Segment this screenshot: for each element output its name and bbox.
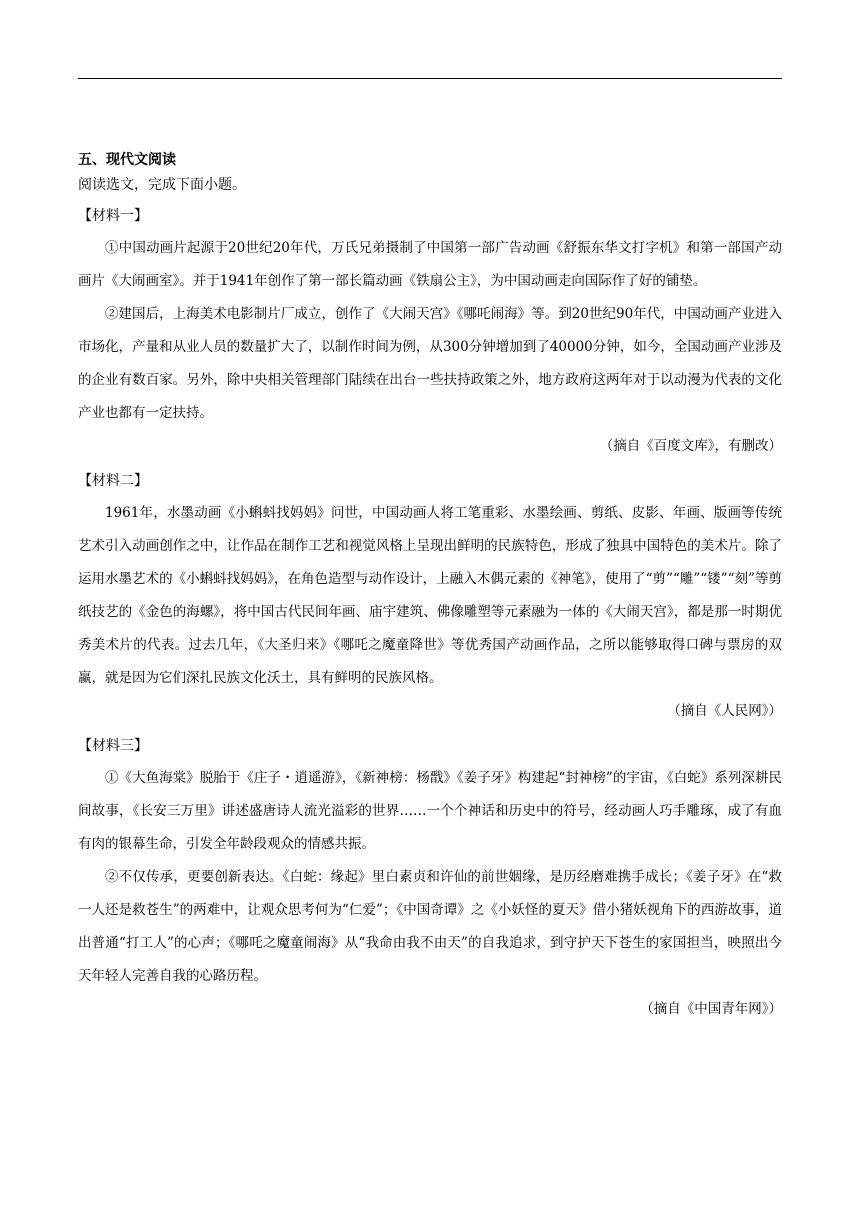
material-2 [78, 469, 782, 728]
material-3 [78, 734, 782, 1026]
material-3-paragraph-1: ①《大鱼海棠》脱胎于《庄子・逍遥游》，《新神榜：杨戬》《姜子牙》构建起“封神榜”的宇宙，《白蛇》系列深耕民间故事，《长安三万里》讲述盛唐诗人流光溢彩的世界……一个个神话和历史中的符号，经动画人巧手雕琢，成了有血有肉的银幕生命，引发全年龄段观众的情感共振。 [78, 770, 782, 852]
material-3-label: 【材料三】 [78, 738, 148, 754]
instruction: 阅读选文，完成下面小题。 [78, 177, 246, 193]
material-2-source: （摘自《人民网》） [667, 703, 782, 719]
material-1-source: （摘自《百度文库》，有删改） [599, 438, 782, 454]
material-3-source: （摘自《中国青年网》） [640, 1001, 782, 1017]
material-1-paragraph-2: ②建国后，上海美术电影制片厂成立，创作了《大闹天宫》《哪吒闹海》等。到20世纪90年代，中国动画产业进入市场化，产量和从业人员的数量扩大了，以制作时间为例，从300分钟增加到了40000分钟，如今，全国动画产业涉及的企业有数百家。另外，除中央相关管理部门陆续在出台一些扶持政策之外，地方政府这两年对于以动漫为代表的文化产业也都有一定扶持。 [78, 306, 782, 421]
section-title: 五、现代文阅读 [78, 152, 176, 168]
material-1-paragraph-1: ①中国动画片起源于20世纪20年代，万氏兄弟摄制了中国第一部广告动画《舒振东华文打字机》和第一部国产动画片《大闹画室》。并于1941年创作了第一部长篇动画《铁扇公主》，为中国动画走向国际作了好的铺垫。 [78, 240, 782, 289]
header-rule [78, 78, 782, 79]
material-3-paragraph-2: ②不仅传承，更要创新表达。《白蛇：缘起》里白素贞和许仙的前世姻缘，是历经磨难携手成长；《姜子牙》在“救一人还是救苍生”的两难中，让观众思考何为“仁爱”；《中国奇谭》之《小妖怪的夏天》借小猪妖视角下的西游故事，道出普通“打工人”的心声；《哪吒之魔童闹海》从“我命由我不由天”的自我追求，到守护天下苍生的家国担当，映照出今天年轻人完善自我的心路历程。 [78, 869, 782, 984]
material-1-label: 【材料一】 [78, 208, 148, 224]
material-2-paragraph-1: 1961年，水墨动画《小蝌蚪找妈妈》问世，中国动画人将工笔重彩、水墨绘画、剪纸、皮影、年画、版画等传统艺术引入动画创作之中，让作品在制作工艺和视觉风格上呈现出鲜明的民族特色，形成了独具中国特色的美术片。除了运用水墨艺术的《小蝌蚪找妈妈》，在角色造型与动作设计，上融入木偶元素的《神笔》，使用了“剪”“雕”“镂”“刻”等剪纸技艺的《金色的海螺》，将中国古代民间年画、庙宇建筑、佛像雕塑等元素融为一体的《大闹天宫》，都是那一时期优秀美术片的代表。过去几年，《大圣归来》《哪吒之魔童降世》等优秀国产动画作品，之所以能够取得口碑与票房的双赢，就是因为它们深扎民族文化沃土，具有鲜明的民族风格。 [78, 505, 782, 686]
material-2-label: 【材料二】 [78, 473, 148, 489]
material-1 [78, 204, 782, 463]
document-body [78, 148, 782, 1030]
